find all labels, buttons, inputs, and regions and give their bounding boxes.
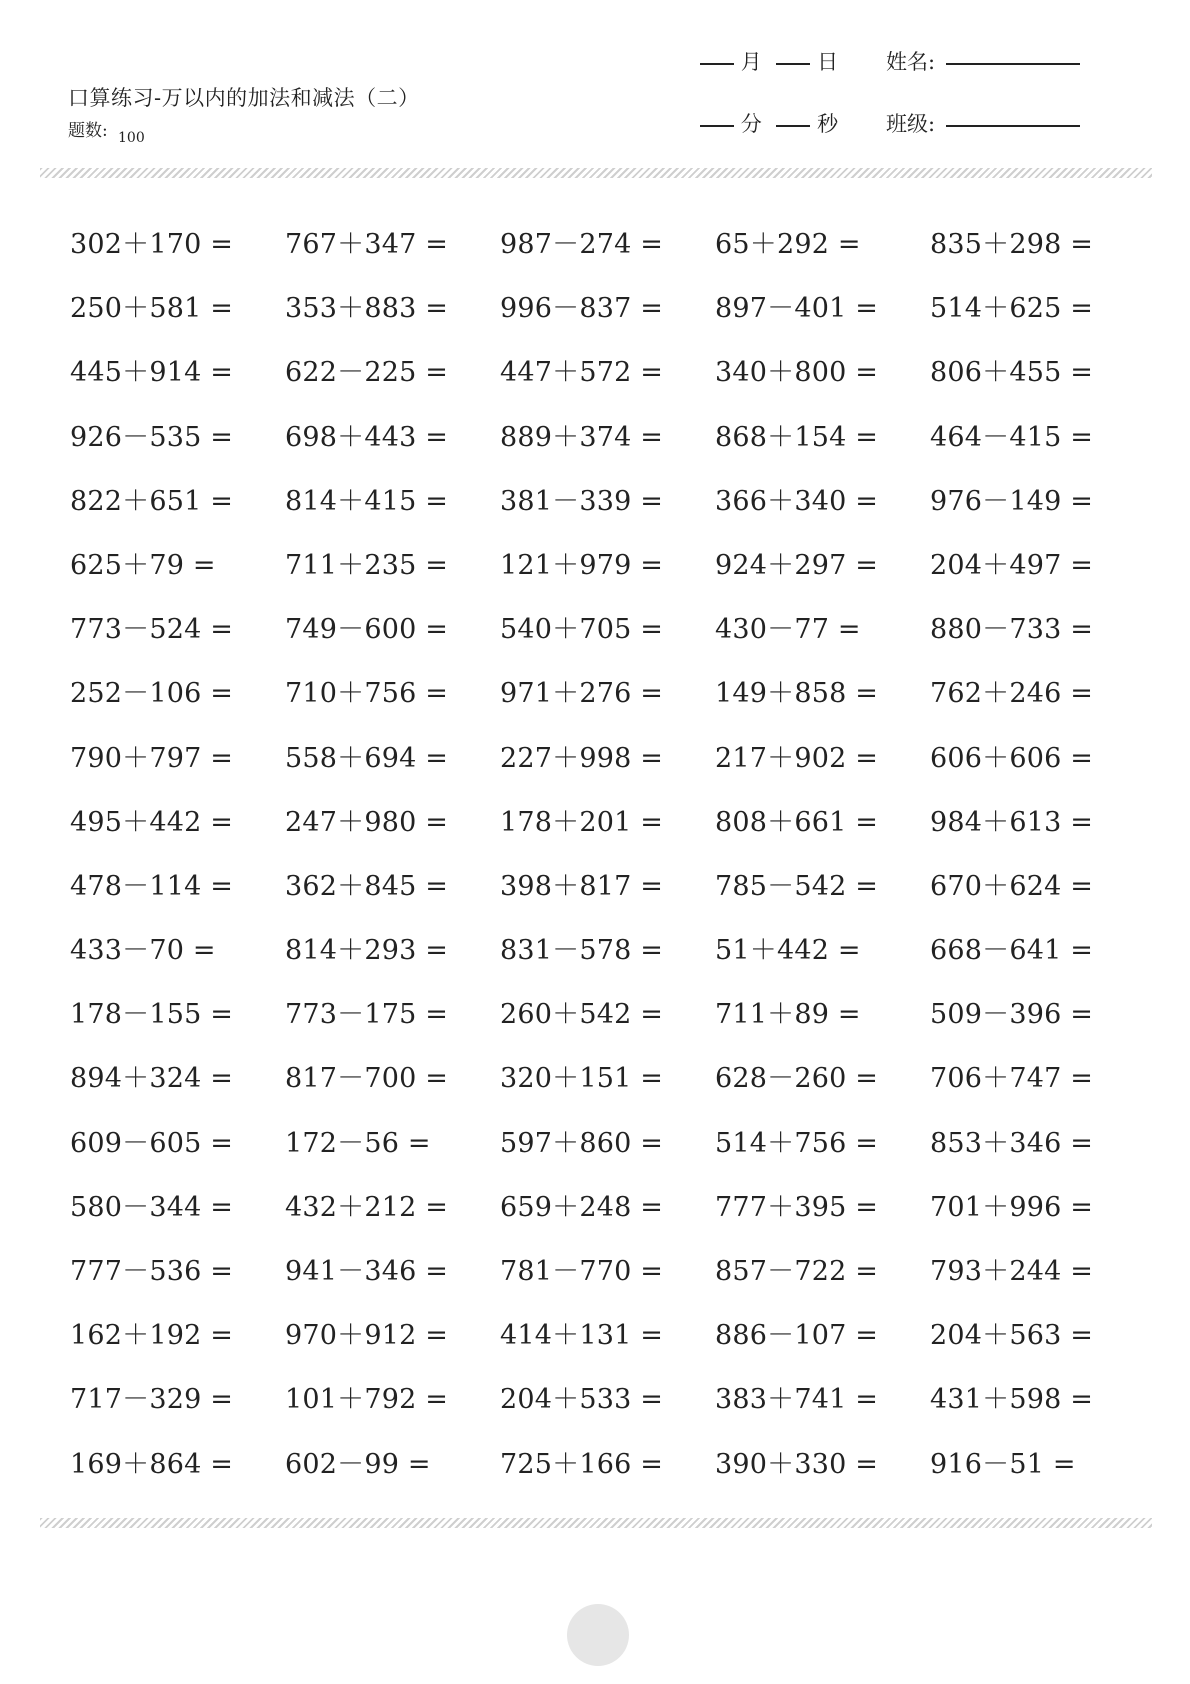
problem-item: 250＋581 =: [70, 293, 234, 325]
problem-item: 121＋979 =: [500, 549, 664, 581]
problem-item: 227＋998 =: [500, 742, 664, 774]
problem-item: 790＋797 =: [70, 742, 234, 774]
problem-item: 445＋914 =: [70, 357, 234, 389]
problem-row: [70, 286, 1160, 350]
problem-item: 390＋330 =: [715, 1448, 879, 1480]
problem-item: 51＋442 =: [715, 935, 861, 967]
problem-item: 432＋212 =: [285, 1191, 449, 1223]
problem-item: 597＋860 =: [500, 1127, 664, 1159]
problem-item: 320＋151 =: [500, 1063, 664, 1095]
problem-item: 540＋705 =: [500, 614, 664, 646]
day-label: 日: [817, 50, 839, 74]
problem-item: 149＋858 =: [715, 678, 879, 710]
problem-row: [70, 671, 1160, 735]
problem-row: [70, 222, 1160, 286]
class-blank[interactable]: [946, 124, 1080, 127]
bottom-divider: [40, 1518, 1152, 1528]
problem-item: 773－524 =: [70, 614, 234, 646]
problem-item: 701＋996 =: [930, 1191, 1094, 1223]
problem-row: [70, 928, 1160, 992]
problem-item: 252－106 =: [70, 678, 234, 710]
problem-item: 785－542 =: [715, 870, 879, 902]
problem-item: 831－578 =: [500, 935, 664, 967]
problem-item: 777－536 =: [70, 1256, 234, 1287]
problem-item: 172－56 =: [285, 1127, 431, 1159]
problem-item: 260＋542 =: [500, 999, 664, 1031]
date-line: [700, 46, 838, 76]
problem-item: 987－274 =: [500, 229, 664, 260]
problem-item: 926－535 =: [70, 421, 234, 453]
problem-row: [70, 864, 1160, 928]
problem-item: 894＋324 =: [70, 1063, 234, 1095]
problem-item: 602－99 =: [285, 1448, 431, 1480]
problem-item: 710＋756 =: [285, 678, 449, 710]
problem-item: 514＋756 =: [715, 1127, 879, 1159]
problem-item: 478－114 =: [70, 870, 234, 902]
month-label: 月: [740, 50, 762, 74]
problem-row: [70, 479, 1160, 543]
problem-item: 398＋817 =: [500, 870, 664, 902]
name-field: [886, 46, 1080, 76]
problem-item: 924＋297 =: [715, 549, 879, 581]
problem-item: 580－344 =: [70, 1191, 234, 1223]
problem-item: 725＋166 =: [500, 1448, 664, 1480]
problem-item: 857－722 =: [715, 1256, 879, 1287]
problem-item: 916－51 =: [930, 1448, 1076, 1480]
problem-row: [70, 736, 1160, 800]
problem-item: 659＋248 =: [500, 1191, 664, 1223]
problem-item: 808＋661 =: [715, 806, 879, 838]
problem-row: [70, 1249, 1160, 1313]
worksheet-title: 口算练习-万以内的加法和减法（二）: [68, 86, 420, 110]
problem-item: 889＋374 =: [500, 421, 664, 453]
problem-item: 495＋442 =: [70, 806, 234, 838]
problem-item: 353＋883 =: [285, 293, 449, 325]
problem-item: 609－605 =: [70, 1127, 234, 1159]
problem-row: [70, 350, 1160, 414]
problem-item: 217＋902 =: [715, 742, 879, 774]
problem-row: [70, 992, 1160, 1056]
class-label: 班级:: [886, 112, 936, 136]
problem-item: 717－329 =: [70, 1384, 234, 1416]
question-count-value: 100: [118, 130, 145, 146]
problem-item: 706＋747 =: [930, 1063, 1094, 1095]
problem-item: 698＋443 =: [285, 421, 449, 453]
problem-item: 366＋340 =: [715, 485, 879, 517]
problem-item: 897－401 =: [715, 293, 879, 325]
problem-item: 340＋800 =: [715, 357, 879, 389]
problem-row: [70, 415, 1160, 479]
problem-item: 941－346 =: [285, 1256, 449, 1287]
top-divider: [40, 168, 1152, 178]
time-line: [700, 108, 838, 138]
problem-item: 886－107 =: [715, 1320, 879, 1352]
problem-row: [70, 1313, 1160, 1377]
problem-item: 464－415 =: [930, 421, 1094, 453]
problem-item: 509－396 =: [930, 999, 1094, 1031]
problem-item: 625＋79 =: [70, 549, 216, 581]
problem-item: 514＋625 =: [930, 293, 1094, 325]
problem-item: 762＋246 =: [930, 678, 1094, 710]
minute-blank[interactable]: [700, 124, 734, 127]
problem-grid: [70, 222, 1160, 1506]
problem-item: 431＋598 =: [930, 1384, 1094, 1416]
problem-item: 447＋572 =: [500, 357, 664, 389]
problem-item: 162＋192 =: [70, 1320, 234, 1352]
problem-item: 984＋613 =: [930, 806, 1094, 838]
problem-item: 204＋533 =: [500, 1384, 664, 1416]
question-count-label: 题数:: [68, 121, 108, 141]
problem-item: 433－70 =: [70, 935, 216, 967]
page-marker-circle: [567, 1604, 629, 1666]
problem-item: 777＋395 =: [715, 1191, 879, 1223]
problem-row: [70, 1056, 1160, 1120]
problem-item: 971＋276 =: [500, 678, 664, 710]
problem-item: 606＋606 =: [930, 742, 1094, 774]
problem-item: 381－339 =: [500, 485, 664, 517]
problem-item: 178＋201 =: [500, 806, 664, 838]
problem-item: 793＋244 =: [930, 1256, 1094, 1287]
problem-item: 670＋624 =: [930, 870, 1094, 902]
problem-item: 204＋563 =: [930, 1320, 1094, 1352]
problem-item: 835＋298 =: [930, 229, 1094, 260]
class-field: [886, 108, 1080, 138]
problem-item: 178－155 =: [70, 999, 234, 1031]
problem-item: 817－700 =: [285, 1063, 449, 1095]
problem-item: 853＋346 =: [930, 1127, 1094, 1159]
problem-item: 711＋89 =: [715, 999, 861, 1031]
problem-item: 976－149 =: [930, 485, 1094, 517]
second-blank[interactable]: [776, 124, 810, 127]
problem-item: 668－641 =: [930, 935, 1094, 967]
problem-item: 65＋292 =: [715, 229, 861, 260]
problem-item: 970＋912 =: [285, 1320, 449, 1352]
problem-item: 414＋131 =: [500, 1320, 664, 1352]
problem-item: 814＋293 =: [285, 935, 449, 967]
problem-row: [70, 1377, 1160, 1441]
problem-item: 781－770 =: [500, 1256, 664, 1287]
problem-item: 204＋497 =: [930, 549, 1094, 581]
day-blank[interactable]: [776, 62, 810, 65]
problem-row: [70, 607, 1160, 671]
name-blank[interactable]: [946, 62, 1080, 65]
problem-item: 383＋741 =: [715, 1384, 879, 1416]
month-blank[interactable]: [700, 62, 734, 65]
problem-item: 101＋792 =: [285, 1384, 449, 1416]
problem-item: 749－600 =: [285, 614, 449, 646]
problem-item: 362＋845 =: [285, 870, 449, 902]
problem-row: [70, 800, 1160, 864]
problem-row: [70, 1121, 1160, 1185]
problem-row: [70, 543, 1160, 607]
problem-item: 996－837 =: [500, 293, 664, 325]
problem-item: 430－77 =: [715, 614, 861, 646]
problem-item: 622－225 =: [285, 357, 449, 389]
second-label: 秒: [817, 112, 839, 136]
problem-row: [70, 1442, 1160, 1506]
minute-label: 分: [740, 112, 762, 136]
problem-item: 868＋154 =: [715, 421, 879, 453]
problem-item: 628－260 =: [715, 1063, 879, 1095]
problem-item: 169＋864 =: [70, 1448, 234, 1480]
problem-item: 773－175 =: [285, 999, 449, 1031]
problem-item: 822＋651 =: [70, 485, 234, 517]
problem-item: 880－733 =: [930, 614, 1094, 646]
problem-item: 247＋980 =: [285, 806, 449, 838]
problem-item: 814＋415 =: [285, 485, 449, 517]
problem-item: 302＋170 =: [70, 229, 234, 260]
problem-item: 767＋347 =: [285, 229, 449, 260]
problem-item: 711＋235 =: [285, 549, 449, 581]
problem-item: 806＋455 =: [930, 357, 1094, 389]
problem-row: [70, 1185, 1160, 1249]
problem-item: 558＋694 =: [285, 742, 449, 774]
name-label: 姓名:: [886, 50, 936, 74]
